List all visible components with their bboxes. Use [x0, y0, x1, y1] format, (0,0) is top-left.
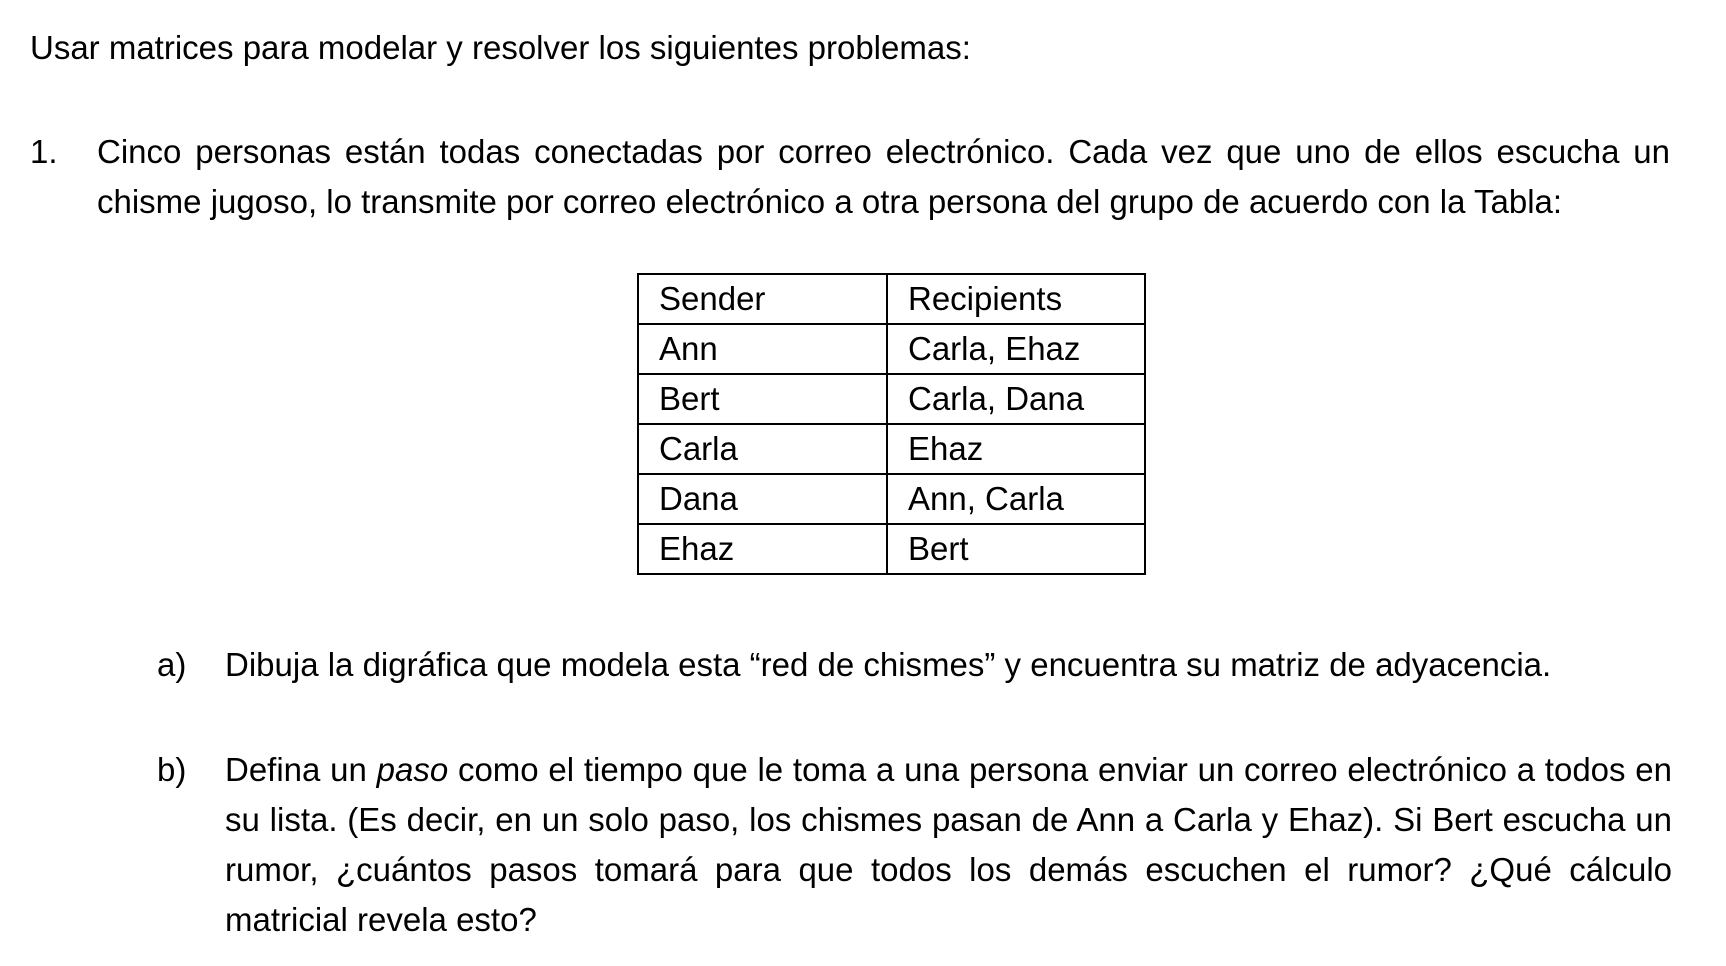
problem-text: Cinco personas están todas conectadas por correo electrónico. Cada vez que uno de ellos escucha un chisme jugoso, lo transmite por correo electrónico a otra persona del grupo de acuerdo con la Tabla:	[97, 133, 1670, 220]
table-cell-sender: Carla	[638, 424, 887, 474]
subitem-text-emphasis: paso	[376, 751, 449, 788]
table-cell-recipients: Carla, Ehaz	[887, 324, 1145, 374]
table-cell-recipients: Ehaz	[887, 424, 1145, 474]
table-cell-sender: Ehaz	[638, 524, 887, 574]
table-header-sender: Sender	[638, 274, 887, 324]
subitem-text	[225, 745, 1672, 945]
subitem-label: b)	[157, 751, 187, 788]
table-row	[638, 424, 1145, 474]
table-row	[638, 324, 1145, 374]
gossip-table	[637, 273, 1146, 575]
table-cell-recipients: Carla, Dana	[887, 374, 1145, 424]
table-row	[638, 524, 1145, 574]
table-cell-sender: Bert	[638, 374, 887, 424]
table-cell-sender: Ann	[638, 324, 887, 374]
table-row	[638, 474, 1145, 524]
table-cell-recipients: Ann, Carla	[887, 474, 1145, 524]
table-row	[638, 374, 1145, 424]
table-cell-sender: Dana	[638, 474, 887, 524]
table-cell-recipients: Bert	[887, 524, 1145, 574]
subitem-text-before: Defina un	[225, 751, 377, 788]
intro-text: Usar matrices para modelar y resolver los siguientes problemas:	[30, 29, 971, 66]
problem-number: 1.	[30, 133, 58, 170]
table-header-recipients: Recipients	[887, 274, 1145, 324]
subitem-label: a)	[157, 646, 187, 683]
subitem-text-after: como el tiempo que le toma a una persona enviar un correo electrónico a todos en su lista. (Es decir, en un solo paso, los chismes pasan de Ann a Carla y Ehaz). Si Bert escucha un rumor, ¿cuántos pasos tomará para que todos los demás escuchen el rumor? ¿Qué cálculo matricial revela esto?	[225, 751, 1672, 938]
subitem-text: Dibuja la digráfica que modela esta “red de chismes” y encuentra su matriz de adyacencia.	[225, 646, 1552, 683]
table-header-row	[638, 274, 1145, 324]
